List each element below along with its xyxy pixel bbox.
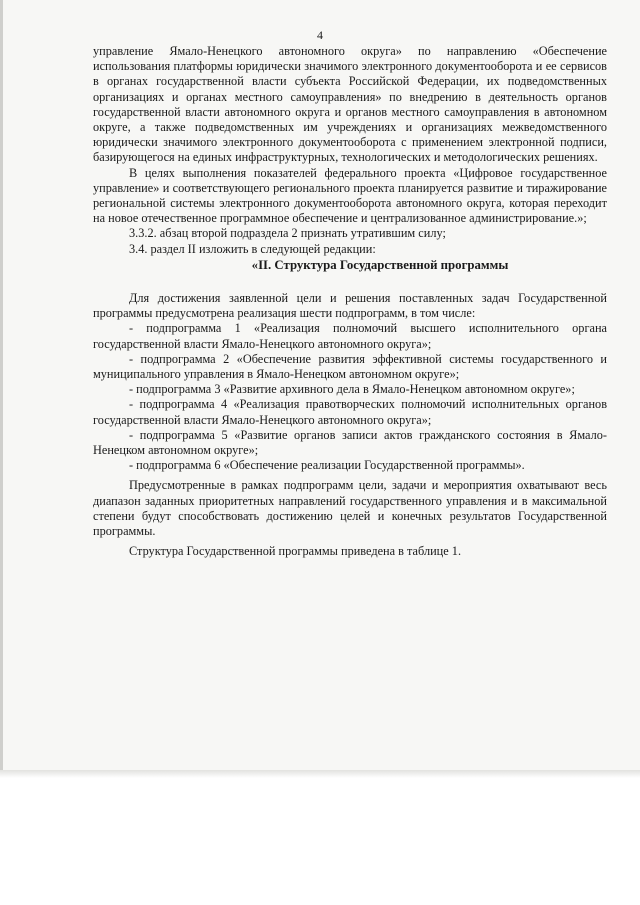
subprogram-2: - подпрограмма 2 «Обеспечение развития эффективной системы государственного и муниципального управления в Ямало-Ненецком автономном округе»; <box>93 351 607 382</box>
scan-bottom-edge <box>0 770 640 778</box>
subprogram-3: - подпрограмма 3 «Развитие архивного дела в Ямало-Ненецком автономном округе»; <box>129 382 575 397</box>
intro-paragraph: Для достижения заявленной цели и решения поставленных задач Государственной программы предусмотрена реализация шести подпрограмм, в том числе: <box>93 291 607 321</box>
subprogram-4: - подпрограмма 4 «Реализация правотворческих полномочий исполнительных органов государственной власти Ямало-Ненецкого автономного округа»; <box>93 397 607 427</box>
subprogram-6: - подпрограмма 6 «Обеспечение реализации Государственной программы». <box>129 458 525 473</box>
paragraph-continuation: управление Ямало-Ненецкого автономного округа» по направлению «Обеспечение использования платформы юридически значимого электронного документооборота и ее сервисов в органах государственной власти субъекта Российской Федерации, их подведомственных организациях и органах местного самоуправления» по внедрению в деятельность органов государственной власти автономного округа и органов местного самоуправления в автономном округе, а также подведомственных им учреждениях и организациях межведомственного юридически значимого электронного документооборота с применением электронной подписи, базирующегося на единых инфраструктурных, технологических и методологических решениях. <box>93 44 607 165</box>
page-number: 4 <box>317 28 323 42</box>
item-3-4: 3.4. раздел II изложить в следующей редакции: <box>129 241 376 256</box>
scan-left-edge <box>0 0 3 770</box>
item-3-3-2: 3.3.2. абзац второй подраздела 2 признать утратившим силу; <box>129 226 446 241</box>
section-heading: «II. Структура Государственной программы <box>251 257 509 272</box>
paragraph-federal-project: В целях выполнения показателей федерального проекта «Цифровое государственное управление» и соответствующего регионального проекта планируется развитие и тиражирование региональной системы электронного документооборота автономного округа, которая переходит на новое отечественное программное обеспечение и централизованное администрирование.»; <box>93 165 607 226</box>
subprogram-5: - подпрограмма 5 «Развитие органов записи актов гражданского состояния в Ямало-Ненецком автономном округе»; <box>93 427 607 458</box>
table-reference: Структура Государственной программы приведена в таблице 1. <box>129 544 462 559</box>
closing-paragraph: Предусмотренные в рамках подпрограмм цели, задачи и мероприятия охватывают весь диапазон заданных приоритетных направлений государственного управления и в максимальной степени будут способствовать достижению целей и конечных результатов Государственной программы. <box>93 478 607 539</box>
document-body <box>93 44 607 560</box>
subprogram-1: - подпрограмма 1 «Реализация полномочий высшего исполнительного органа государственной власти Ямало-Ненецкого автономного округа»; <box>93 321 607 351</box>
